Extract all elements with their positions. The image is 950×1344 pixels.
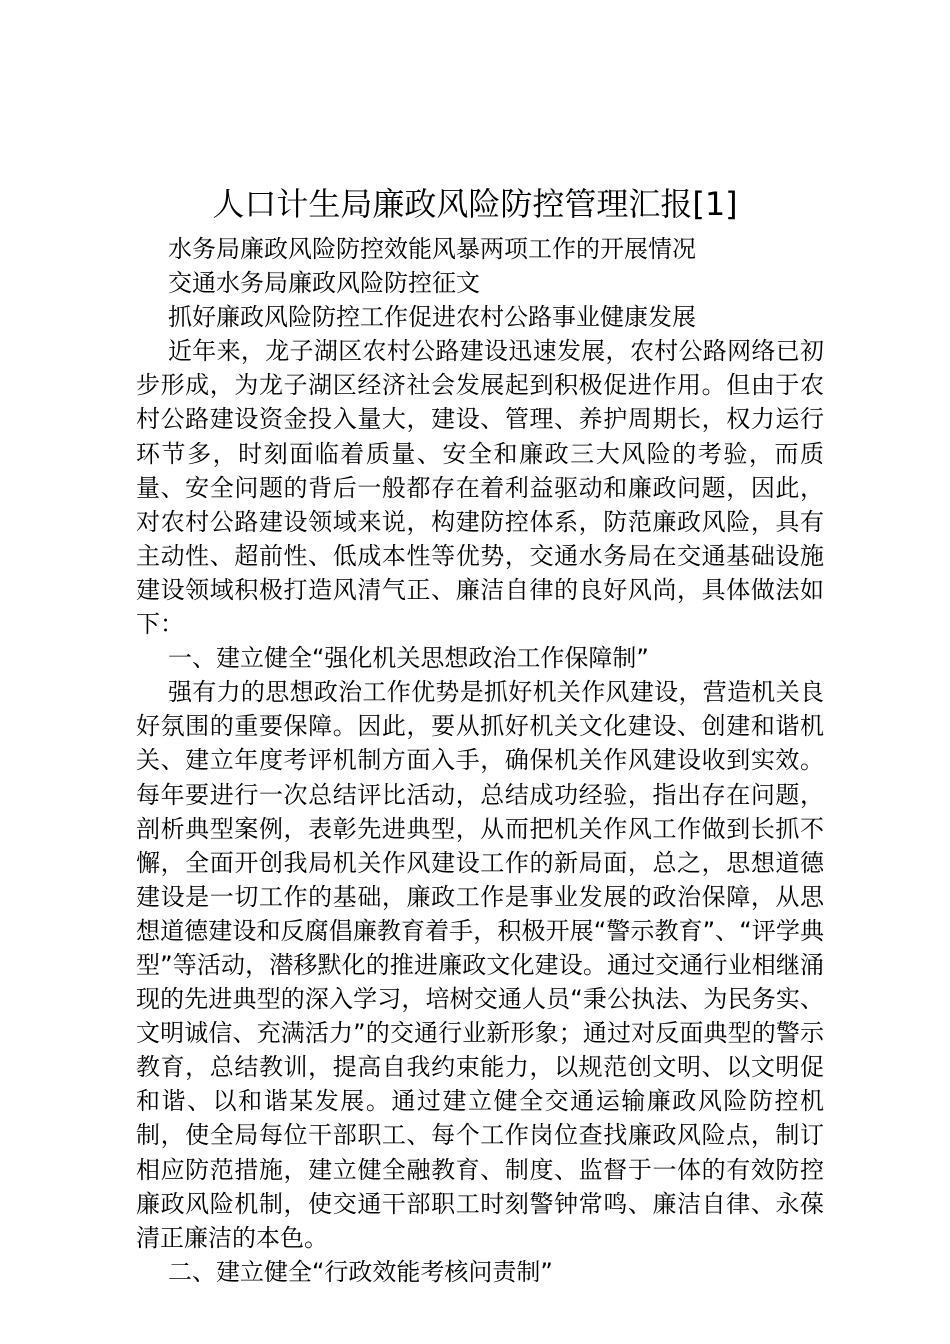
paragraph-section-1: 强有力的思想政治工作优势是抓好机关作风建设，营造机关良好氛围的重要保障。因此，要从抓好机关文化建设、创建和谐机关、建立年度考评机制方面入手，确保机关作风建设收到实效。每年要进行一次总结评比活动，总结成功经验，指出存在问题，剖析典型案例，表彰先进典型，从而把机关作风工作做到长抓不懈，全面开创我局机关作风建设工作的新局面，总之，思想道德建设是一切工作的基础，廉政工作是事业发展的政治保障，从思想道德建设和反腐倡廉教育着手，积极开展“警示教育”、“评学典型”等活动，潜移默化的推进廉政文化建设。通过交通行业相继涌现的先进典型的深入学习，培树交通人员“秉公执法、为民务实、文明诚信、充满活力”的交通行业新形象；通过对反面典型的警示教育，总结教训，提高自我约束能力，以规范创文明、以文明促和谐、以和谐某发展。通过建立健全交通运输廉政风险防控机制，使全局每位干部职工、每个工作岗位查找廉政风险点，制订相应防范措施，建立健全融教育、制度、监督于一体的有效防控廉政风险机制，使交通干部职工时刻警钟常鸣、廉洁自律、永葆清正廉洁的本色。 <box>136 678 824 1252</box>
section-heading-2: 二、建立健全“行政效能考核问责制” <box>168 1257 553 1286</box>
section-heading-1: 一、建立健全“强化机关思想政治工作保障制” <box>168 644 649 673</box>
document-title: 人口计生局廉政风险防控管理汇报[1] <box>212 185 738 223</box>
subtitle-rural-roads: 抓好廉政风险防控工作促进农村公路事业健康发展 <box>168 303 696 332</box>
paragraph-intro: 近年来，龙子湖区农村公路建设迅速发展，农村公路网络已初步形成，为龙子湖区经济社会发展起到积极促进作用。但由于农村公路建设资金投入量大，建设、管理、养护周期长，权力运行环节多，时刻面临着质量、安全和廉政三大风险的考验，而质量、安全问题的背后一般都存在着利益驱动和廉政问题，因此，对农村公路建设领域来说，构建防控体系，防范廉政风险，具有主动性、超前性、低成本性等优势，交通水务局在交通基础设施建设领域积极打造风清气正、廉洁自律的良好风尚，具体做法如下： <box>136 337 824 639</box>
subtitle-effectiveness-storm: 水务局廉政风险防控效能风暴两项工作的开展情况 <box>168 235 696 263</box>
document-body <box>136 232 824 1289</box>
subtitle-essay: 交通水务局廉政风险防控征文 <box>168 269 480 298</box>
